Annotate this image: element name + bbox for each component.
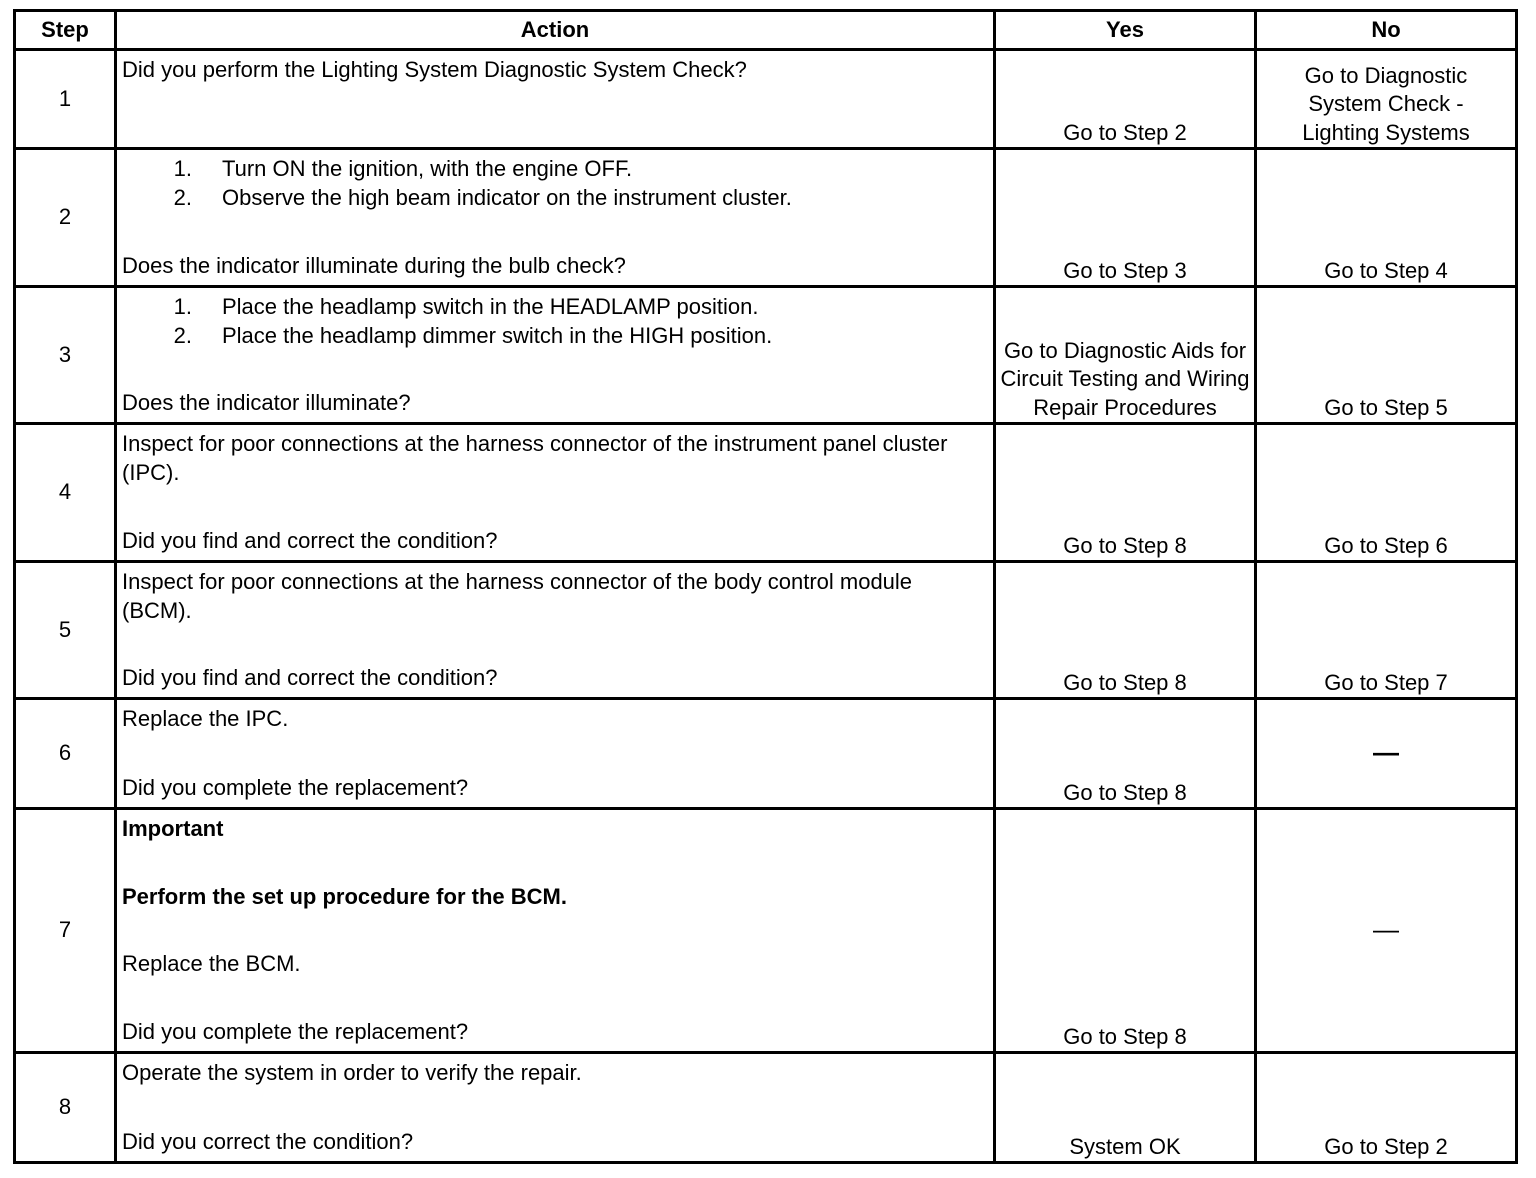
no-result-dash: — bbox=[1373, 914, 1399, 945]
important-note: Perform the set up procedure for the BCM. bbox=[122, 883, 567, 909]
action-cell bbox=[116, 562, 995, 699]
yes-result: Go to Step 8 bbox=[995, 699, 1256, 809]
yes-result-text: Go to Diagnostic Aids for Circuit Testing and Wiring Repair Procedures bbox=[1000, 337, 1250, 420]
header-step: Step bbox=[15, 11, 116, 50]
table-row bbox=[15, 50, 1517, 149]
step-number: 6 bbox=[15, 699, 116, 809]
action-text: Operate the system in order to verify the repair. bbox=[122, 1060, 582, 1085]
table-row bbox=[15, 287, 1517, 424]
table-row bbox=[15, 699, 1517, 809]
yes-result: Go to Step 2 bbox=[995, 50, 1256, 149]
step-number: 8 bbox=[15, 1053, 116, 1163]
action-cell bbox=[116, 287, 995, 424]
no-result-text: Go to Diagnostic System Check - Lighting Systems bbox=[1302, 62, 1470, 145]
list-item-text: Place the headlamp switch in the HEADLAMP position. bbox=[222, 294, 759, 319]
no-result bbox=[1256, 50, 1517, 149]
step-number: 1 bbox=[15, 50, 116, 149]
table-row bbox=[15, 149, 1517, 287]
list-item: 1. Place the headlamp switch in the HEADLAMP position. bbox=[122, 293, 985, 322]
header-no: No bbox=[1256, 11, 1517, 50]
yes-result: Go to Step 3 bbox=[995, 149, 1256, 287]
action-question: Does the indicator illuminate during the bulb check? bbox=[122, 252, 626, 278]
step-number: 3 bbox=[15, 287, 116, 424]
step-number: 5 bbox=[15, 562, 116, 699]
no-result: Go to Step 7 bbox=[1256, 562, 1517, 699]
list-item-text: Place the headlamp dimmer switch in the HIGH position. bbox=[222, 322, 773, 348]
header-yes: Yes bbox=[995, 11, 1256, 50]
table-row bbox=[15, 424, 1517, 562]
action-cell bbox=[116, 50, 995, 149]
action-steps-list bbox=[122, 293, 985, 350]
step-number: 7 bbox=[15, 809, 116, 1053]
step-number: 4 bbox=[15, 424, 116, 562]
action-text: Did you perform the Lighting System Diagnostic System Check? bbox=[122, 57, 747, 82]
action-question: Did you find and correct the condition? bbox=[122, 527, 498, 553]
action-cell bbox=[116, 149, 995, 287]
action-question: Did you complete the replacement? bbox=[122, 1018, 469, 1044]
action-cell bbox=[116, 1053, 995, 1163]
yes-result: Go to Step 8 bbox=[995, 424, 1256, 562]
action-question: Did you find and correct the condition? bbox=[122, 664, 498, 690]
list-item: 1. Turn ON the ignition, with the engine OFF. bbox=[122, 155, 985, 184]
yes-result: Go to Step 8 bbox=[995, 809, 1256, 1053]
action-text: Inspect for poor connections at the harness connector of the instrument panel cluster (IPC). bbox=[122, 431, 948, 485]
action-question: Does the indicator illuminate? bbox=[122, 389, 411, 415]
action-cell bbox=[116, 424, 995, 562]
action-steps-list bbox=[122, 155, 985, 212]
no-result-dash: — bbox=[1373, 737, 1399, 768]
yes-result bbox=[995, 287, 1256, 424]
action-text: Replace the BCM. bbox=[122, 951, 301, 976]
table-row bbox=[15, 809, 1517, 1053]
action-question: Did you correct the condition? bbox=[122, 1128, 414, 1154]
no-result bbox=[1256, 809, 1517, 1053]
header-action: Action bbox=[116, 11, 995, 50]
list-item-text: Observe the high beam indicator on the instrument cluster. bbox=[222, 184, 792, 210]
no-result: Go to Step 4 bbox=[1256, 149, 1517, 287]
table-row bbox=[15, 562, 1517, 699]
action-text: Replace the IPC. bbox=[122, 706, 289, 731]
action-text: Inspect for poor connections at the harness connector of the body control module (BCM). bbox=[122, 569, 913, 623]
header-row bbox=[15, 11, 1517, 50]
action-question: Did you complete the replacement? bbox=[122, 774, 469, 800]
list-item: 2. Place the headlamp dimmer switch in the HIGH position. bbox=[122, 322, 985, 351]
list-item-text: Turn ON the ignition, with the engine OFF. bbox=[222, 156, 633, 181]
no-result: Go to Step 5 bbox=[1256, 287, 1517, 424]
yes-result: System OK bbox=[995, 1053, 1256, 1163]
table-row bbox=[15, 1053, 1517, 1163]
list-item: 2. Observe the high beam indicator on the instrument cluster. bbox=[122, 184, 985, 213]
no-result: Go to Step 2 bbox=[1256, 1053, 1517, 1163]
no-result: Go to Step 6 bbox=[1256, 424, 1517, 562]
action-cell bbox=[116, 809, 995, 1053]
step-number: 2 bbox=[15, 149, 116, 287]
diagnostic-table bbox=[13, 9, 1518, 1164]
action-cell bbox=[116, 699, 995, 809]
yes-result: Go to Step 8 bbox=[995, 562, 1256, 699]
no-result bbox=[1256, 699, 1517, 809]
important-label: Important bbox=[122, 816, 224, 841]
